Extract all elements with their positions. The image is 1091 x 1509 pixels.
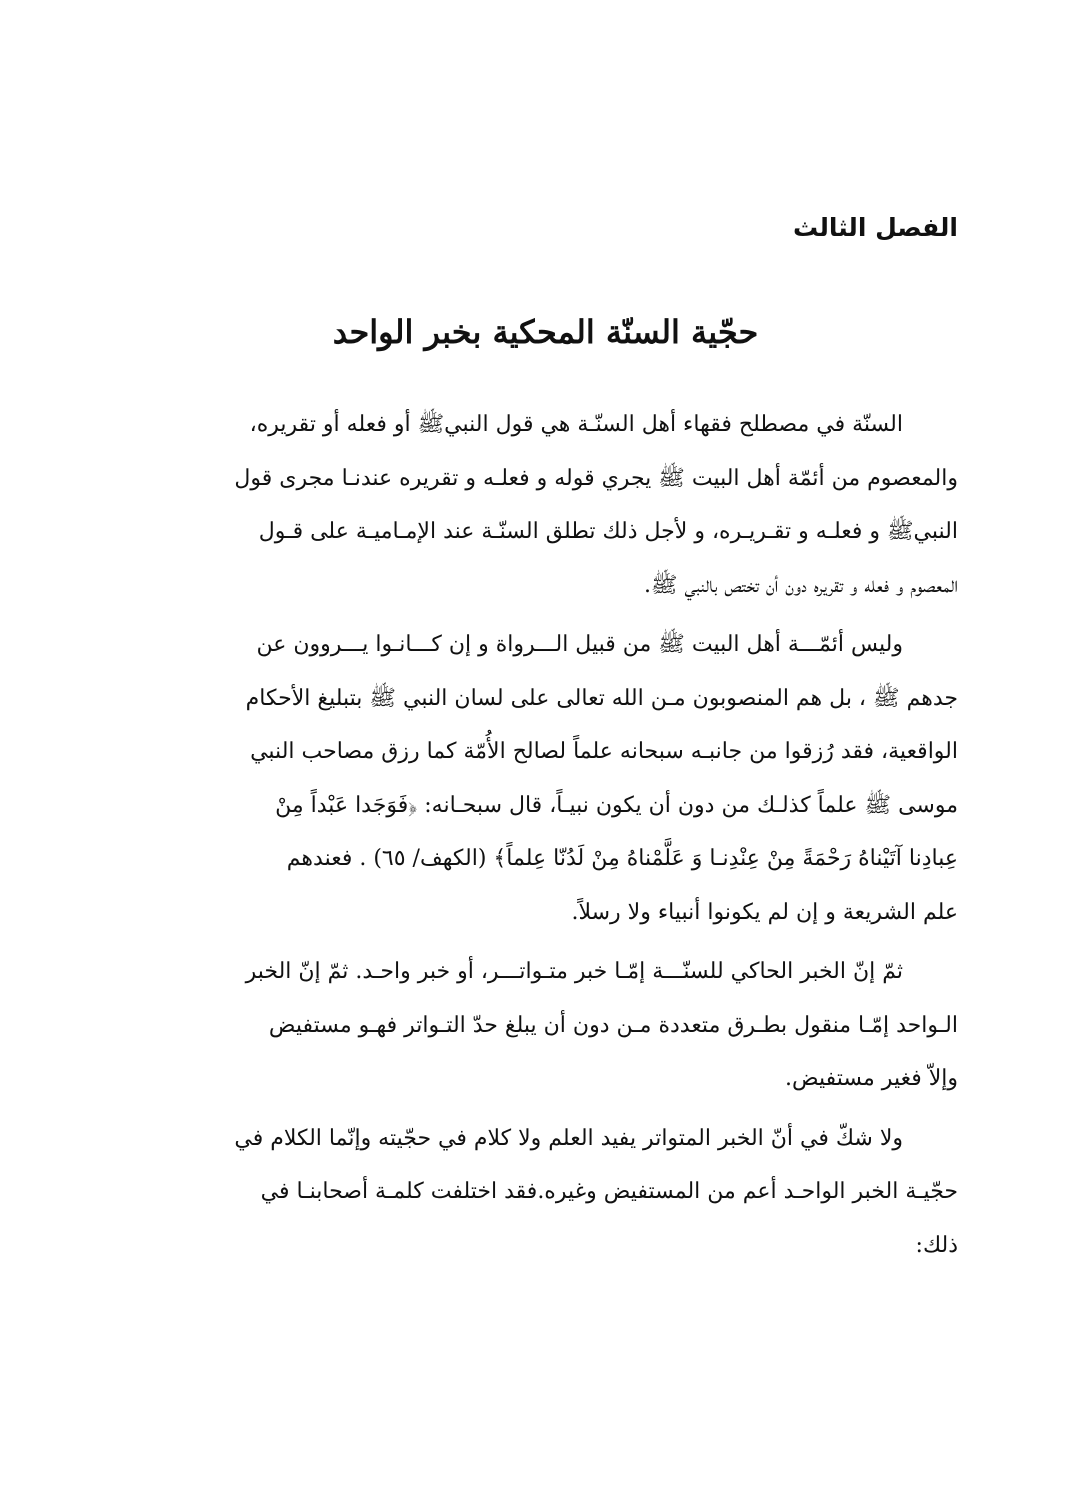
paragraph-imams-knowledge [132, 618, 958, 939]
text-line: وليس أئمّـــة أهل البيت ﷺ من قبيل الـــرواة و إن كـــانـوا يـــروون عن [256, 632, 903, 657]
text-line: حجّيـة الخبر الواحـد أعم من المستفيض وغيره.فقد اختلفت كلمـة أصحابنـا في [260, 1179, 958, 1204]
chapter-label: الفصل الثالث [792, 213, 958, 242]
text-line: موسى ﷺ علماً كذلـك من دون أن يكون نبيـاً، قال سبحـانه: ﴿فَوَجَدا عَبْداً مِنْ [275, 792, 958, 818]
text-line: علم الشريعة و إن لم يكونوا أنبياء ولا رسلاً. [571, 899, 958, 925]
text-line: الواقعية، فقد رُزقوا من جانبـه سبحانه علماً لصالح الأُمّة كما رزق مصاحب النبي [250, 739, 958, 764]
text-line: ولا شكّ في أنّ الخبر المتواتر يفيد العلم ولا كلام في حجّيته وإنّما الكلام في [234, 1125, 903, 1151]
text-line: جدهم ﷺ ، بل هم المنصوبون مـن الله تعالى على لسان النبي ﷺ بتبليغ الأحكام [245, 685, 958, 711]
paragraph-report-types [132, 945, 958, 1106]
text-line: المعصوم و فعله و تقريره دون أن تختص بالنبي ﷺ. [643, 572, 958, 598]
text-line: السنّة في مصطلح فقهاء أهل السنّـة هي قول النبيﷺ أو فعله أو تقريره، [249, 412, 903, 437]
text-line: وإلاّ فغير مستفيض. [785, 1066, 958, 1091]
text-line: النبيﷺ و فعلـه و تقـريـره، و لأجل ذلك تطلق السنّـة عند الإمـاميـة على قـول [258, 519, 958, 544]
text-line: والمعصوم من أئمّة أهل البيت ﷺ يجري قوله و فعلـه و تقريره عندنـا مجرى قول [234, 465, 958, 491]
text-line: ذلك: [915, 1232, 958, 1258]
text-line: الـواحد إمّـا منقول بطـرق متعددة مـن دون أن يبلغ حدّ التـواتر فهـو مستفيض [268, 1012, 958, 1038]
paragraph-sunnah-definition [132, 398, 958, 612]
body-text [132, 398, 958, 1278]
chapter-title: حجّية السنّة المحكية بخبر الواحد [332, 313, 759, 351]
quran-verse-line: عِبادِنا آتَيْناهُ رَحْمَةً مِنْ عِنْدِنـا وَ عَلَّمْناهُ مِنْ لَدُنّا عِلماً﴾ (الكهف/ ٦٥) . فعندهم [286, 846, 958, 871]
text-line: ثمّ إنّ الخبر الحاكي للسنّـــة إمّـا خبر متـواتـــر، أو خبر واحـد. ثمّ إنّ الخبر [245, 959, 903, 984]
paragraph-single-report-dispute [132, 1112, 958, 1273]
